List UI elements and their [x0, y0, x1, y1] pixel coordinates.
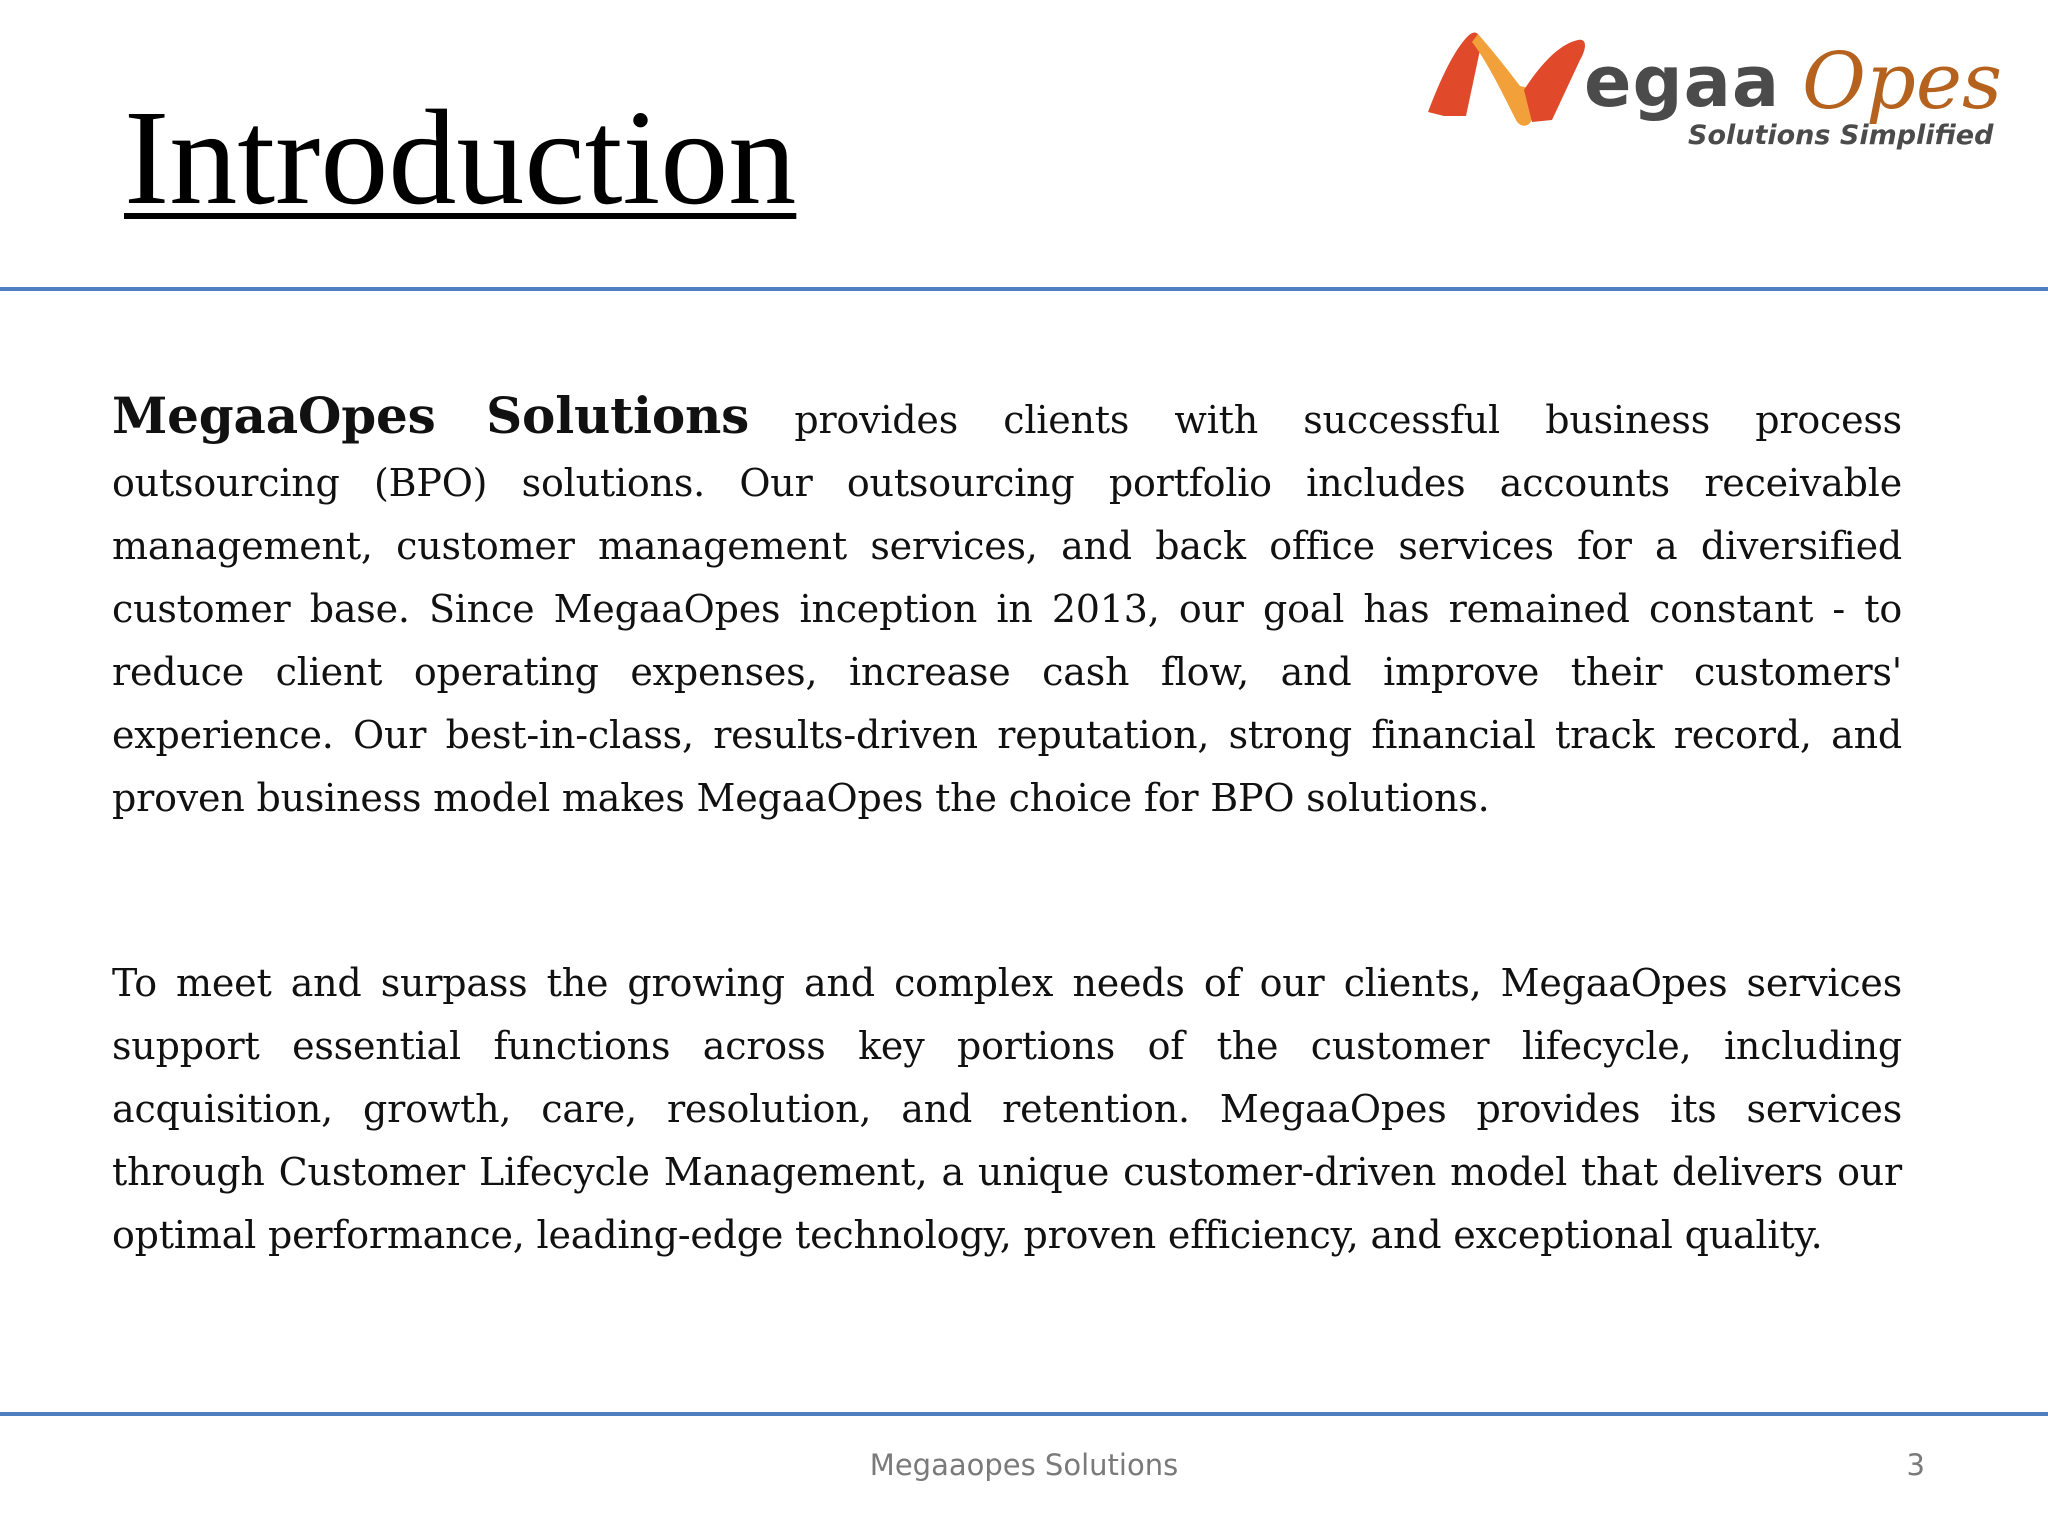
logo-tagline: Solutions Simplified: [1688, 120, 1994, 151]
company-logo: [1420, 20, 2040, 170]
intro-paragraph-2: To meet and surpass the growing and complex needs of our clients, MegaaOpes services support essential functions across key portions of the customer lifecycle, including acquisition, growth, care, resolution, and retention. MegaaOpes provides its services through Customer Lifecycle Management, a unique customer-driven model that delivers our optimal performance, leading-edge technology, proven efficiency, and exceptional quality.: [112, 961, 1902, 1257]
logo-brand-script: Opes: [1802, 37, 2003, 127]
footer-divider: [0, 1412, 2048, 1416]
slide-title: Introduction: [124, 83, 797, 233]
logo-swoosh-middle: [1472, 34, 1538, 126]
intro-paragraph-1: [112, 384, 1902, 830]
megaaopes-logo-icon: [1420, 20, 2040, 170]
footer-company-name: Megaaopes Solutions: [869, 1448, 1179, 1482]
intro-paragraph-1-body: provides clients with successful business process outsourcing (BPO) solutions. Our outsourcing portfolio includes accounts receivable management, customer management services, and back office services for a diversified customer base. Since MegaaOpes inception in 2013, our goal has remained constant - to reduce client operating expenses, increase cash flow, and improve their customers' experience. Our best-in-class, results-driven reputation, strong financial track record, and proven business model makes MegaaOpes the choice for BPO solutions.: [112, 398, 1902, 820]
logo-swoosh-right: [1524, 40, 1585, 122]
page-number: 3: [1906, 1448, 1925, 1482]
logo-swoosh-left: [1428, 32, 1480, 116]
header-divider: [0, 287, 2048, 291]
company-name-lead: MegaaOpes Solutions: [112, 386, 750, 445]
logo-brand-main: egaa: [1584, 41, 1781, 123]
